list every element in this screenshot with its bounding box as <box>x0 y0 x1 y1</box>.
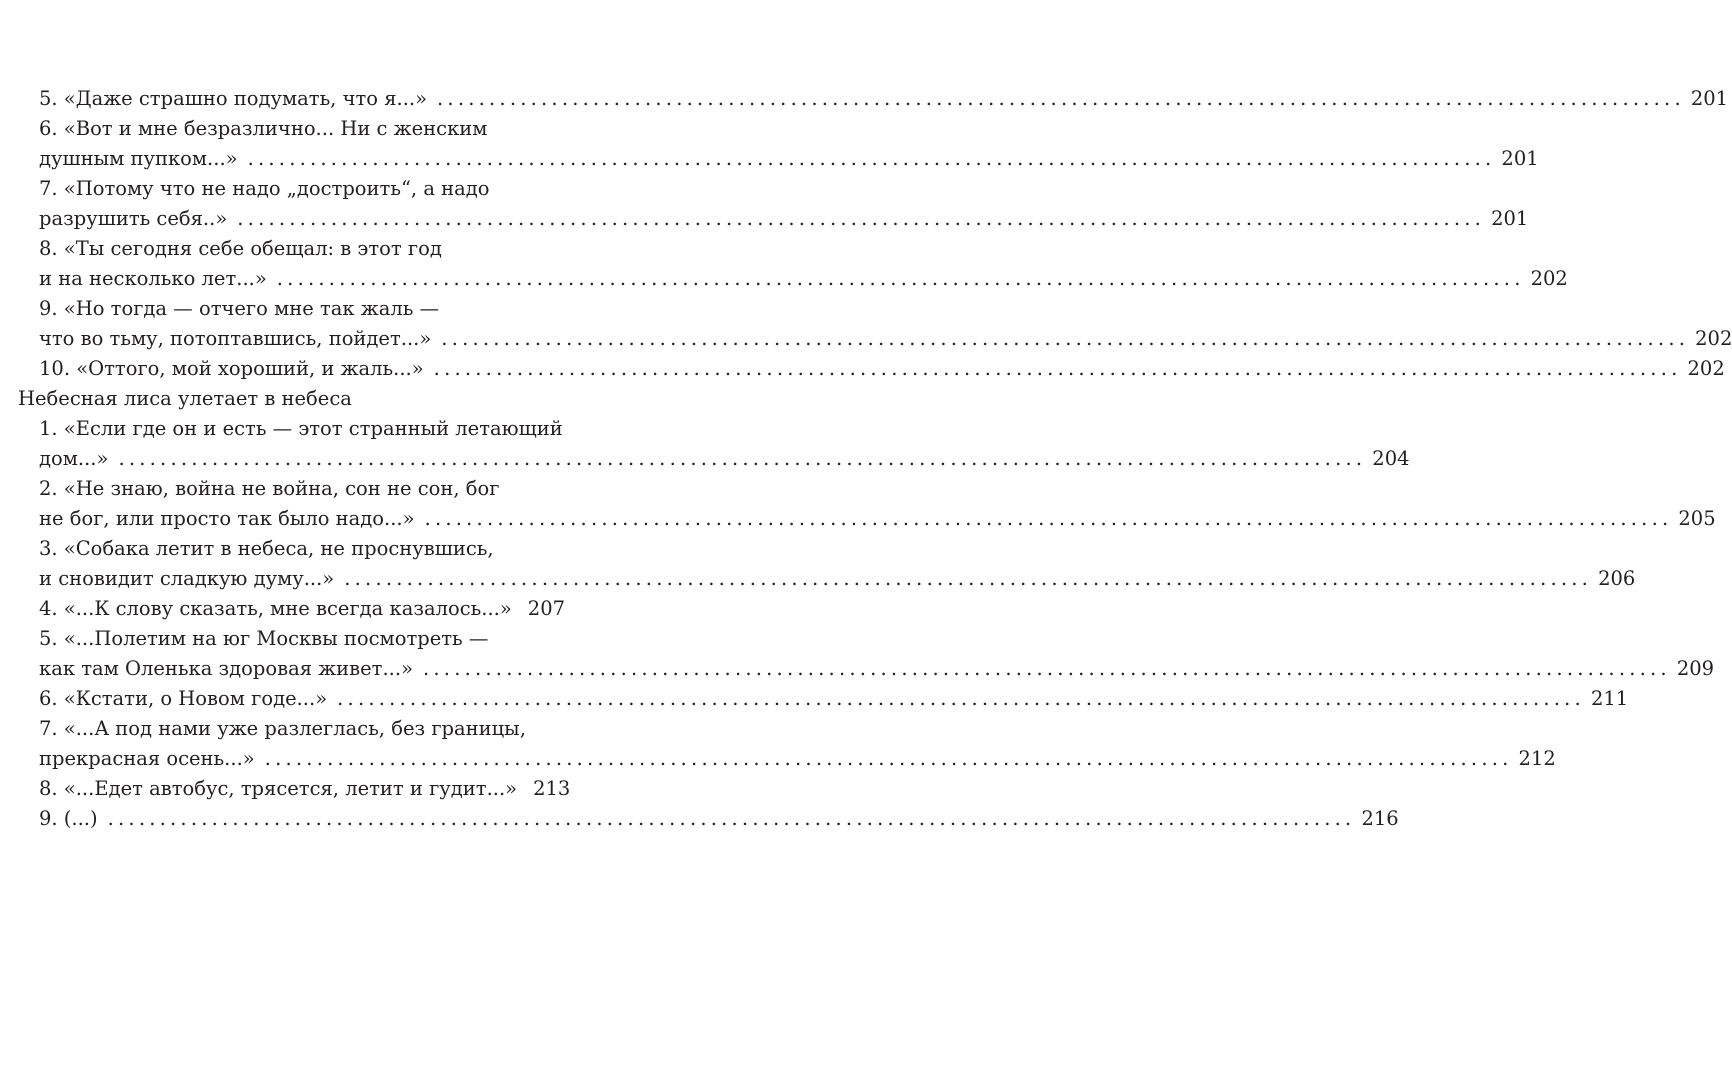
entry-leader-row <box>39 804 1399 834</box>
page-number: 213 <box>533 777 571 800</box>
entry-leader-row <box>39 264 1568 294</box>
entry-title-line: 3. «Собака летит в небеса, не проснувшись, <box>39 537 494 560</box>
page-number: 204 <box>1372 447 1410 470</box>
page-number: 211 <box>1590 687 1629 710</box>
entry-leader-row <box>39 654 1715 684</box>
page-number: 216 <box>1361 807 1399 830</box>
entry-leader-row <box>39 774 571 804</box>
toc-entry[interactable] <box>18 84 1729 114</box>
page-number: 212 <box>1518 747 1556 770</box>
entry-title-line: как там Оленька здоровая живет...» <box>39 657 413 680</box>
dot-leader: ........................................................................................................................ <box>247 147 1496 170</box>
page-number: 201 <box>1501 147 1539 170</box>
dot-leader: ........................................................................................................................ <box>118 447 1367 470</box>
entry-title-line: 1. «Если где он и есть — этот странный летающий <box>39 417 563 440</box>
dot-leader: ........................................................................................................................ <box>276 267 1525 290</box>
entry-title-line: разрушить себя..» <box>39 207 228 230</box>
entry-title-line: 6. «Кстати, о Новом годе...» <box>39 687 328 710</box>
dot-leader: ........................................................................................................................ <box>437 87 1685 110</box>
toc-entry[interactable] <box>18 804 1399 834</box>
page-number: 201 <box>1690 87 1729 110</box>
entry-leader-row <box>39 84 1729 114</box>
entry-title-line: дом...» <box>39 447 109 470</box>
dot-leader: ........................................................................................................................ <box>424 507 1673 530</box>
entry-title-line: что во тьму, потоптавшись, пойдет...» <box>39 327 432 350</box>
toc-entry[interactable] <box>18 594 566 624</box>
page-number: 209 <box>1676 657 1715 680</box>
toc-entry[interactable] <box>18 684 1629 714</box>
entry-title-line: прекрасная осень...» <box>39 747 255 770</box>
section-heading: Небесная лиса улетает в небеса <box>18 387 352 410</box>
page-number: 206 <box>1598 567 1636 590</box>
entry-leader-row <box>39 594 566 624</box>
dot-leader: ........................................................................................................................ <box>264 747 1513 770</box>
toc-entry[interactable] <box>18 294 1732 354</box>
entry-title-line: 6. «Вот и мне безразлично... Ни с женским <box>39 117 488 140</box>
dot-leader: ........................................................................................................................ <box>107 807 1356 830</box>
entry-leader-row <box>39 504 1716 534</box>
toc-entry[interactable] <box>18 624 1715 684</box>
dot-leader: ........................................................................................................................ <box>423 657 1671 680</box>
entry-leader-row <box>39 564 1636 594</box>
entry-title-line: 2. «Не знаю, война не война, сон не сон, бог <box>39 477 500 500</box>
entry-leader-row <box>39 144 1539 174</box>
toc-entry[interactable] <box>18 354 1725 384</box>
toc-entry[interactable] <box>18 774 571 804</box>
page-number: 202 <box>1530 267 1568 290</box>
entry-title-line: 7. «...А под нами уже разлеглась, без границы, <box>39 717 526 740</box>
table-of-contents <box>18 84 1732 834</box>
entry-title-line: 8. «...Едет автобус, трясется, летит и гудит...» <box>39 777 518 800</box>
dot-leader: ........................................................................................................................ <box>441 327 1690 350</box>
entry-title-line: 5. «...Полетим на юг Москвы посмотреть — <box>39 627 489 650</box>
entry-leader-row <box>39 444 1410 474</box>
entry-title-line: душным пупком...» <box>39 147 238 170</box>
entry-leader-row <box>39 354 1725 384</box>
toc-entry[interactable] <box>18 234 1568 294</box>
dot-leader: ........................................................................................................................ <box>237 207 1486 230</box>
entry-title-line: и сновидит сладкую думу...» <box>39 567 335 590</box>
entry-leader-row <box>39 744 1556 774</box>
entry-title-line: 5. «Даже страшно подумать, что я...» <box>39 87 428 110</box>
dot-leader: ........................................................................................................................ <box>433 357 1682 380</box>
entry-title-line: и на несколько лет...» <box>39 267 267 290</box>
page-number: 205 <box>1678 507 1716 530</box>
entry-title-line: 10. «Оттого, мой хороший, и жаль...» <box>39 357 424 380</box>
entry-leader-row <box>39 204 1529 234</box>
toc-entry[interactable] <box>18 534 1636 594</box>
page-number: 207 <box>527 597 566 620</box>
page-number: 201 <box>1491 207 1529 230</box>
page-number: 202 <box>1695 327 1732 350</box>
dot-leader: ........................................................................................................................ <box>344 567 1593 590</box>
toc-entry[interactable] <box>18 714 1556 774</box>
entry-title-line: не бог, или просто так было надо...» <box>39 507 415 530</box>
toc-entry[interactable] <box>18 114 1539 174</box>
toc-entry[interactable] <box>18 174 1529 234</box>
entry-leader-row <box>39 324 1732 354</box>
page-number: 202 <box>1687 357 1725 380</box>
toc-entry[interactable] <box>18 414 1410 474</box>
entry-title-line: 4. «...К слову сказать, мне всегда казалось...» <box>39 597 512 620</box>
entry-leader-row <box>39 684 1629 714</box>
toc-entry[interactable] <box>18 474 1716 534</box>
entry-title-line: 7. «Потому что не надо „достроить“, а надо <box>39 177 490 200</box>
entry-title-line: 9. (...) <box>39 807 98 830</box>
entry-title-line: 8. «Ты сегодня себе обещал: в этот год <box>39 237 442 260</box>
dot-leader: ........................................................................................................................ <box>337 687 1585 710</box>
entry-title-line: 9. «Но тогда — отчего мне так жаль — <box>39 297 440 320</box>
